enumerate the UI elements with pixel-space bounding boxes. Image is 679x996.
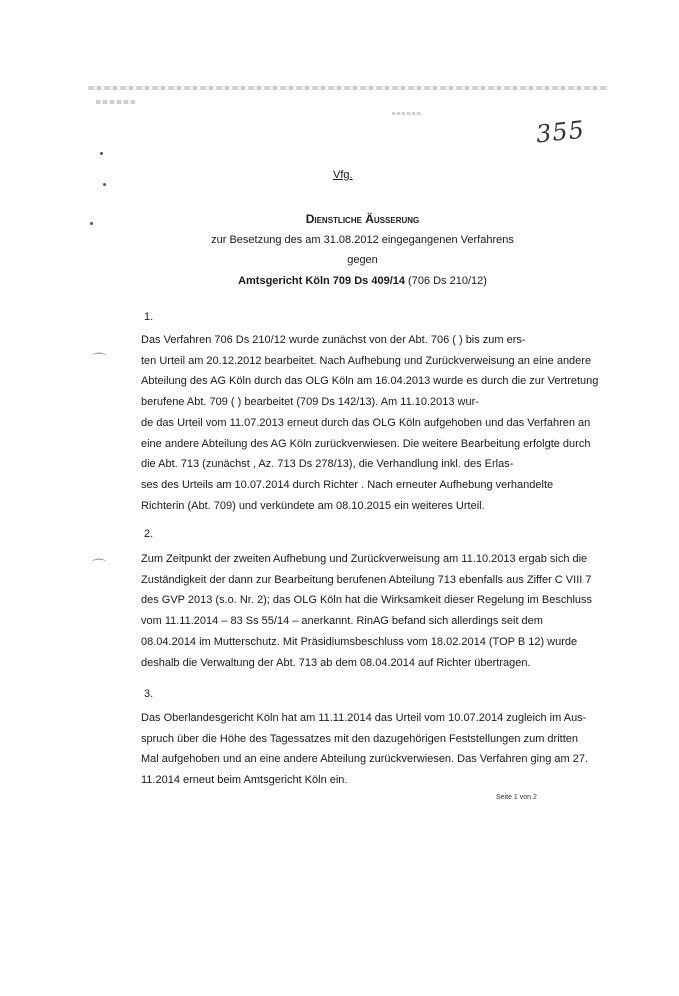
paragraph-line: deshalb die Verwaltung der Abt. 713 ab dem 08.04.2014 auf Richter übertragen. (141, 656, 531, 669)
paragraph-line: ten Urteil am 20.12.2012 bearbeitet. Nach Aufhebung und Zurückverweisung an eine andere (141, 354, 592, 367)
paragraph-line: des GVP 2013 (s.o. Nr. 2); das OLG Köln hat die Wirksamkeit dieser Regelung im Beschluss (141, 594, 592, 607)
section-1-paragraph (141, 330, 599, 516)
paragraph-line: vom 11.11.2014 – 83 Ss 55/14 – anerkannt. RinAG befand sich allerdings seit dem (141, 615, 543, 628)
scan-artifact-line (88, 86, 608, 90)
margin-scribble: ⌒ (92, 352, 106, 368)
subtitle-line-2: gegen (347, 254, 378, 266)
paragraph-line: de das Urteil vom 11.07.2013 erneut durch das OLG Köln aufgehoben und das Verfahren an (141, 416, 591, 429)
section-3-paragraph (141, 708, 589, 791)
scan-dot (103, 183, 106, 186)
case-reference-bold: Amtsgericht Köln 709 Ds 409/14 (238, 275, 405, 287)
margin-scribble: ⌒ (92, 558, 106, 574)
paragraph-line: 11.2014 erneut beim Amtsgericht Köln ein. (141, 774, 348, 787)
paragraph-line: die Abt. 713 (zunächst , Az. 713 Ds 278/13), die Verhandlung inkl. des Erlas- (141, 458, 514, 471)
paragraph-line: Zuständigkeit der dann zur Bearbeitung berufenen Abteilung 713 ebenfalls aus Ziffer C VIII 7 (141, 573, 592, 586)
paragraph-line: spruch über die Höhe des Tagessatzes mit den dazugehörigen Feststellungen zum dritten (141, 732, 579, 745)
paragraph-line: Mal aufgehoben und an eine andere Abteilung zurückverwiesen. Das Verfahren ging am 27. (141, 753, 589, 766)
paragraph-line: Das Oberlandesgericht Köln hat am 11.11.2014 das Urteil vom 10.07.2014 zugleich im Aus- (141, 712, 587, 724)
paragraph-line: Das Verfahren 706 Ds 210/12 wurde zunächst von der Abt. 706 ( ) bis zum ers- (141, 334, 526, 346)
paragraph-line: 08.04.2014 im Mutterschutz. Mit Präsidiumsbeschluss vom 18.02.2014 (TOP B 12) wurde (141, 635, 578, 648)
page-footer: Seite 1 von 2 (496, 794, 537, 801)
paragraph-line: Richterin (Abt. 709) und verkündete am 08.10.2015 ein weiteres Urteil. (141, 499, 485, 512)
paragraph-line: Abteilung des AG Köln durch das OLG Köln am 16.04.2013 wurde es durch die zur Vertretung (141, 375, 599, 388)
case-reference (0, 275, 679, 287)
handwritten-page-number: 355 (534, 115, 587, 149)
section-2-paragraph (141, 549, 592, 673)
paragraph-line: Zum Zeitpunkt der zweiten Aufhebung und Zurückverweisung am 11.10.2013 ergab sich die (141, 553, 588, 565)
section-number: 3. (144, 688, 154, 700)
document-title: Dienstliche Äußerung (305, 212, 420, 226)
vfg-label: Vfg. (333, 169, 353, 181)
paragraph-line: eine andere Abteilung des AG Köln zurückverwiesen. Die weitere Bearbeitung erfolgte durch (141, 437, 591, 450)
paragraph-line: berufene Abt. 709 ( ) bearbeitet (709 Ds 142/13). Am 11.10.2013 wur- (141, 396, 479, 409)
section-number: 2. (144, 528, 154, 540)
scan-artifact-mark (392, 112, 422, 115)
paragraph-line: ses des Urteils am 10.07.2014 durch Richter . Nach erneuter Aufhebung verhandelte (141, 478, 554, 491)
subtitle-line-1: zur Besetzung des am 31.08.2012 eingegangenen Verfahrens (211, 234, 514, 246)
scan-dot (100, 152, 103, 155)
case-reference-old: (706 Ds 210/12) (404, 275, 487, 287)
scan-artifact-mark (96, 100, 136, 104)
section-number: 1. (144, 311, 154, 323)
